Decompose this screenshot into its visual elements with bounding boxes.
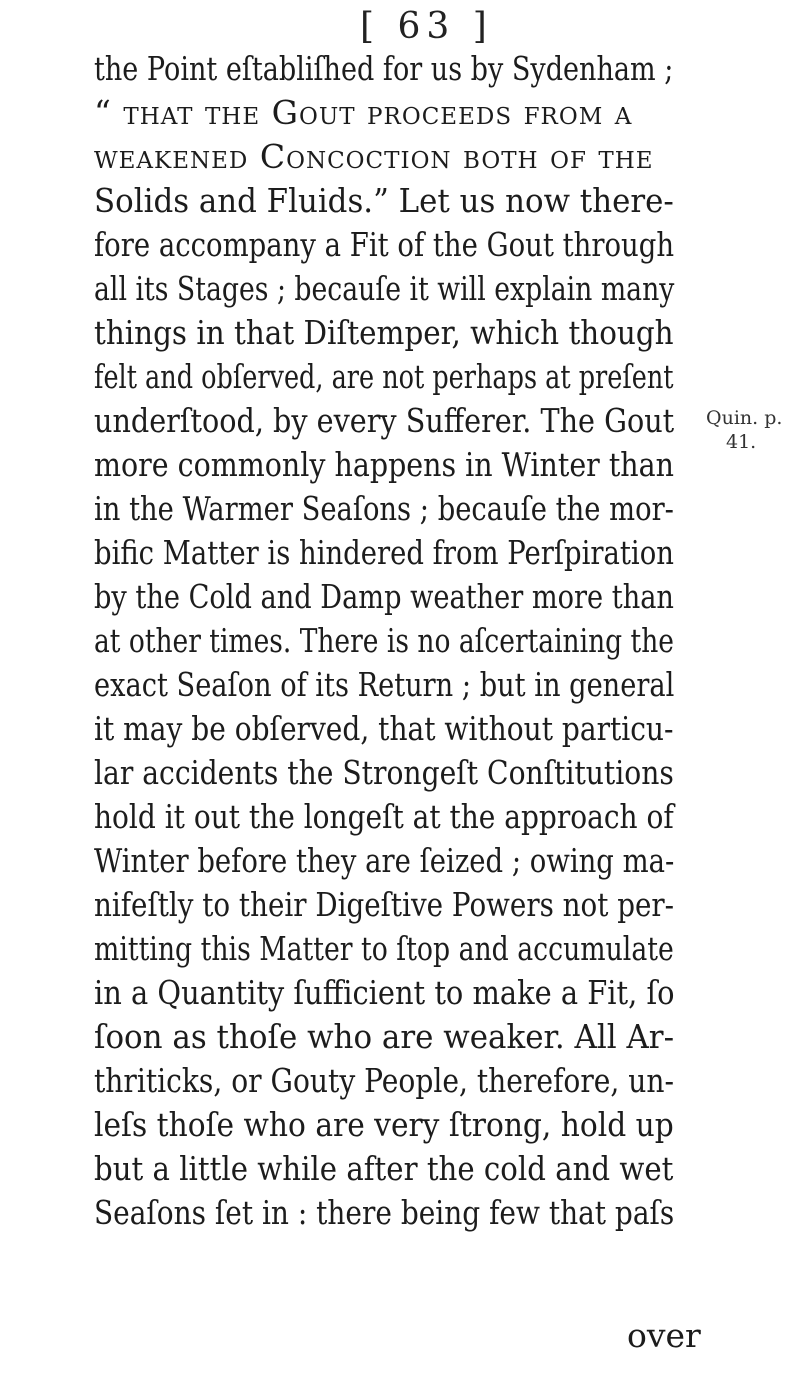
text-line-18: hold it out the longeſt at the approach of <box>94 797 674 836</box>
margin-note-reference: Quin. p. <box>706 407 783 429</box>
text-line-17: lar accidents the Strongeſt Conſtitutions <box>94 753 674 792</box>
catchword: over <box>627 1316 701 1355</box>
text-line-15: exact Seaſon of its Return ; but in general <box>94 665 675 704</box>
text-line-10: more commonly happens in Winter than <box>94 445 674 484</box>
text-line-13: by the Cold and Damp weather more than <box>94 577 674 616</box>
text-line-2: “ that the Gout proceeds from a <box>94 93 633 132</box>
text-line-12: bific Matter is hindered from Perſpiration <box>94 533 674 572</box>
text-line-1: the Point eſtabliſhed for us by Sydenham ; <box>94 49 674 88</box>
text-line-16: it may be obſerved, that without particu- <box>94 709 674 748</box>
text-line-22: in a Quantity ſufficient to make a Fit, ſo <box>94 973 675 1012</box>
text-line-14: at other times. There is no aſcertaining the <box>94 621 674 660</box>
text-line-23: ſoon as thoſe who are weaker. All Ar- <box>94 1017 675 1056</box>
text-line-3: weakened Concoction both of the <box>94 137 654 176</box>
text-line-5: fore accompany a Fit of the Gout through <box>94 225 675 264</box>
text-line-27: Seaſons ſet in : there being few that paſs <box>94 1193 675 1232</box>
text-line-25: leſs thoſe who are very ſtrong, hold up <box>94 1105 674 1144</box>
text-line-6: all its Stages ; becauſe it will explain many <box>94 269 675 308</box>
text-line-8: felt and obſerved, are not perhaps at preſent <box>94 357 674 396</box>
text-line-11: in the Warmer Seaſons ; becauſe the mor- <box>94 489 674 528</box>
text-line-24: thriticks, or Gouty People, therefore, un- <box>94 1061 674 1100</box>
text-line-7: things in that Diſtemper, which though <box>94 313 674 352</box>
text-line-9: underſtood, by every Sufferer. The Gout <box>94 401 675 440</box>
margin-note-page: 41. <box>726 431 757 453</box>
page-number: [ 63 ] <box>360 6 493 47</box>
text-line-4: Solids and Fluids.” Let us now there- <box>94 181 674 220</box>
text-line-21: mitting this Matter to ſtop and accumulate <box>94 929 674 968</box>
text-line-26: but a little while after the cold and wet <box>94 1149 674 1188</box>
text-line-19: Winter before they are ſeized ; owing ma- <box>94 841 675 880</box>
text-line-20: nifeſtly to their Digeſtive Powers not per- <box>94 885 675 924</box>
